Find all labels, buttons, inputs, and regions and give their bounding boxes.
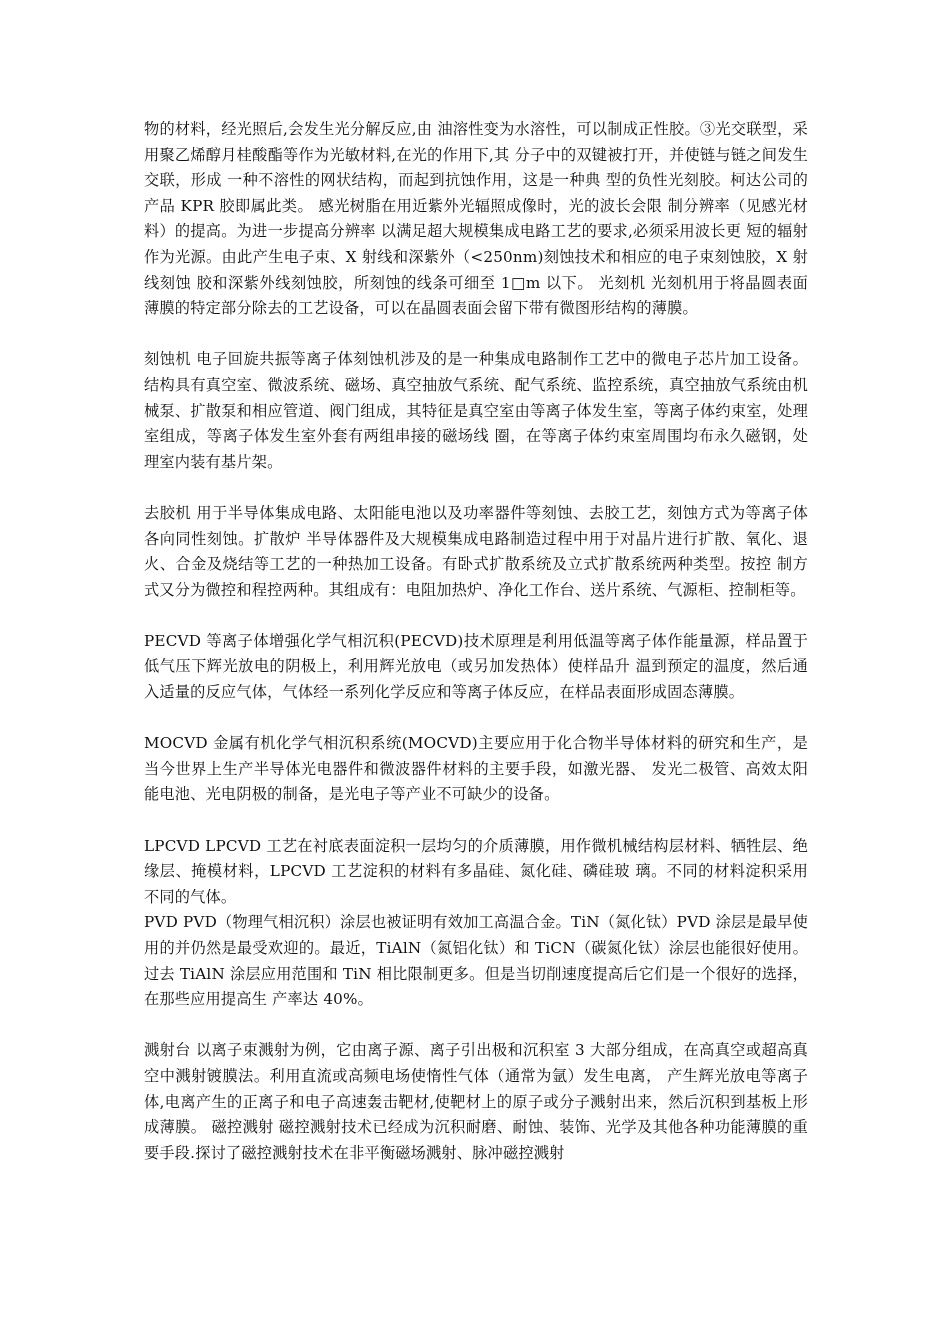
paragraph-gap — [144, 322, 808, 348]
paragraph-gap — [144, 1013, 808, 1039]
paragraph-mocvd: MOCVD 金属有机化学气相沉积系统(MOCVD)主要应用于化合物半导体材料的研究和生产，是当今世界上生产半导体光电器件和微波器件材料的主要手段，如激光器、 发光二极管、高效太阳能电池、光电阴极的制备，是光电子等产业不可缺少的设备。 — [144, 734, 808, 804]
document-body — [144, 117, 808, 1166]
paragraph-gap — [144, 808, 808, 834]
paragraph-sputtering: 溅射台 以离子束溅射为例，它由离子源、离子引出极和沉积室 3 大部分组成，在高真空或超高真空中溅射镀膜法。利用直流或高频电场使惰性气体（通常为氩）发生电离， 产生辉光放电等离子体,电离产生的正离子和电子高速轰击靶材,使靶材上的原子或分子溅射出来，然后沉积到基板上形成薄膜。 磁控溅射 磁控溅射技术已经成为沉积耐磨、耐蚀、装饰、光学及其他各种功能薄膜的重要手段.探讨了磁控溅射技术在非平衡磁场溅射、脉冲磁控溅射 — [144, 1041, 808, 1162]
paragraph-lpcvd: LPCVD LPCVD 工艺在衬底表面淀积一层均匀的介质薄膜，用作微机械结构层材料、牺牲层、绝缘层、掩模材料，LPCVD 工艺淀积的材料有多晶硅、氮化硅、磷硅玻 璃。不同的材料淀积采用不同的气体。 — [144, 836, 808, 906]
paragraph-pecvd: PECVD 等离子体增强化学气相沉积(PECVD)技术原理是利用低温等离子体作能量源，样品置于低气压下辉光放电的阴极上，利用辉光放电（或另加发热体）使样品升 温到预定的温度，然后通入适量的反应气体，气体经一系列化学反应和等离子体反应，在样品表面形成固态薄膜。 — [144, 631, 808, 702]
paragraph-gap — [144, 475, 808, 501]
paragraph-gap — [144, 706, 808, 732]
paragraph-photoresist: 物的材料，经光照后,会发生光分解反应,由 油溶性变为水溶性，可以制成正性胶。③光交联型，采用聚乙烯醇月桂酸酯等作为光敏材料,在光的作用下,其 分子中的双键被打开，并使链与链之间发生交联，形成 一种不溶性的网状结构，而起到抗蚀作用，这是一种典 型的负性光刻胶。柯达公司的产品 KPR 胶即属此类。 感光树脂在用近紫外光辐照成像时，光的波长会限 制分辨率（见感光材料）的提高。为进一步提高分辨率 以满足超大规模集成电路工艺的要求,必须采用波长更 短的辐射作为光源。由此产生电子束、X 射线和深紫外（<250nm)刻蚀技术和相应的电子束刻蚀胶，X 射线刻蚀 胶和深紫外线刻蚀胶，所刻蚀的线条可细至 1□m 以下。 光刻机 光刻机用于将晶圆表面薄膜的特定部分除去的工艺设备，可以在晶圆表面会留下带有微图形结构的薄膜。 — [144, 120, 808, 318]
paragraph-etcher: 刻蚀机 电子回旋共振等离子体刻蚀机涉及的是一种集成电路制作工艺中的微电子芯片加工设备。结构具有真空室、微波系统、磁场、真空抽放气系统、配气系统、监控系统，真空抽放气系统由机械泵、扩散泵和相应管道、阀门组成，其特征是真空室由等离子体发生室，等离子体约束室，处理室组成，等离子体发生室外套有两组串接的磁场线 圈，在等离子体约束室周围均布永久磁钢，处理室内装有基片架。 — [144, 350, 808, 471]
paragraph-pvd: PVD PVD（物理气相沉积）涂层也被证明有效加工高温合金。TiN（氮化钛）PVD 涂层是最早使用的并仍然是最受欢迎的。最近，TiAlN（氮铝化钛）和 TiCN（碳氮化钛）涂层也能很好使用。过去 TiAlN 涂层应用范围和 TiN 相比限制更多。但是当切削速度提高后它们是一个很好的选择，在那些应用提高生 产率达 40%。 — [144, 913, 808, 1009]
paragraph-gap — [144, 603, 808, 629]
paragraph-stripper-diffusion: 去胶机 用于半导体集成电路、太阳能电池以及功率器件等刻蚀、去胶工艺，刻蚀方式为等离子体各向同性刻蚀。扩散炉 半导体器件及大规模集成电路制造过程中用于对晶片进行扩散、氧化、退火、合金及烧结等工艺的一种热加工设备。有卧式扩散系统及立式扩散系统两种类型。按控 制方式又分为微控和程控两种。其组成有：电阻加热炉、净化工作台、送片系统、气源柜、控制柜等。 — [144, 503, 808, 599]
